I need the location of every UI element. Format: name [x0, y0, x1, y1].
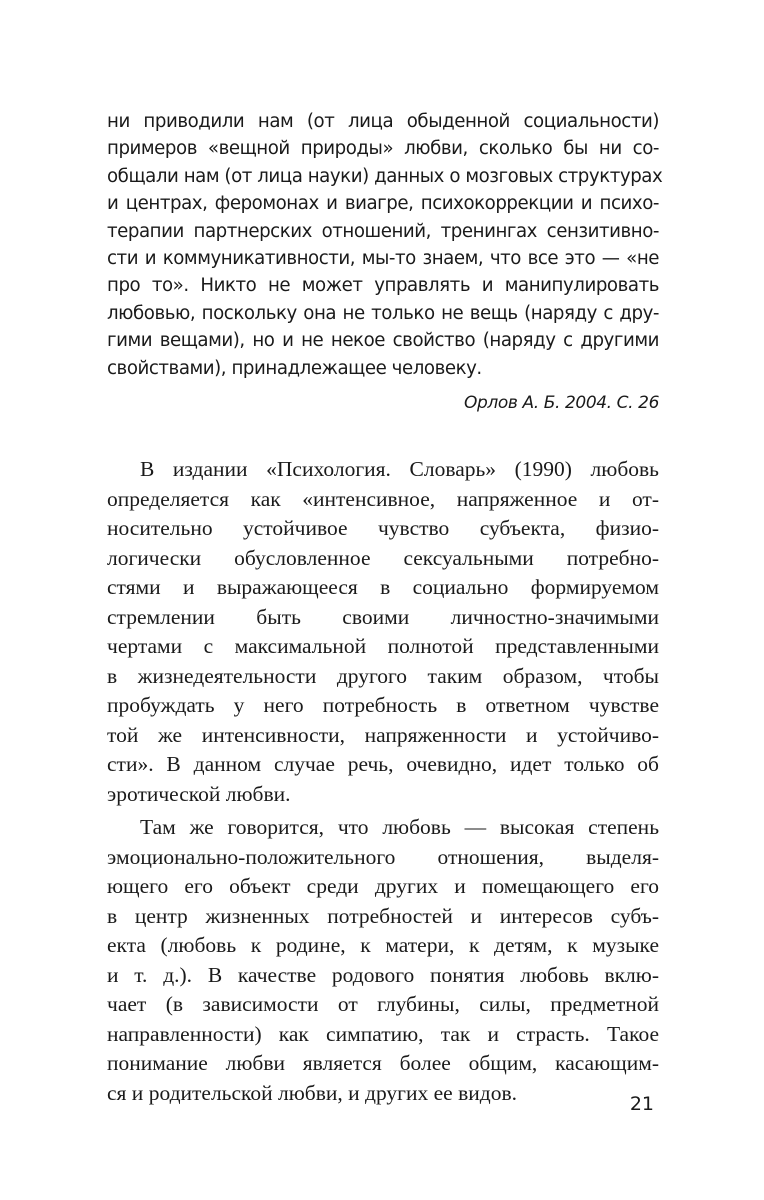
text-line: Там же говорится, что любовь — высокая степень: [140, 815, 659, 839]
text-line: и т. д.). В качестве родового понятия любовь вклю-: [107, 962, 659, 987]
text-line: екта (любовь к родине, к матери, к детям, к музыке: [107, 933, 659, 957]
text-line: чертами с максимальной полнотой представленными: [107, 634, 659, 658]
text-line: той же интенсивности, напряженности и устойчиво-: [107, 722, 659, 747]
text-line: пробуждать у него потребность в ответном чувстве: [107, 693, 659, 717]
quote-line: гими вещами), но и не некое свойство (наряду с другими: [107, 330, 659, 352]
quote-line: ни приводили нам (от лица обыденной социальности): [107, 111, 659, 132]
text-line: эмоционально-положительного отношения, выделя-: [107, 844, 659, 869]
quote-line: любовью, поскольку она не только не вещь (наряду с дру-: [107, 302, 659, 324]
text-line: В издании «Психология. Словарь» (1990) любовь: [140, 457, 659, 481]
text-line: направленности) как симпатию, так и страсть. Такое: [107, 1021, 659, 1046]
page-number: 21: [629, 1093, 654, 1115]
text-line: стями и выражающееся в социально формируемом: [107, 575, 659, 599]
quote-line: общали нам (от лица науки) данных о мозговых структурах: [107, 165, 663, 187]
text-line: в жизнедеятельности другого таким образом, чтобы: [107, 663, 659, 688]
quote-line: про то». Никто не может управлять и манипулировать: [107, 275, 659, 297]
text-line: понимание любви является более общим, касающим-: [107, 1051, 659, 1075]
quote-line: свойствами), принадлежащее человеку.: [107, 357, 482, 379]
text-line: носительно устойчивое чувство субъекта, физио-: [107, 516, 659, 540]
quote-line: и центрах, феромонах и виагре, психокоррекции и психо-: [107, 193, 659, 215]
quote-citation: Орлов А. Б. 2004. С. 26: [464, 393, 659, 413]
text-line: эротической любви.: [107, 781, 291, 806]
epigraph-quote: [107, 108, 663, 382]
text-line: логически обусловленное сексуальными потребно-: [107, 545, 659, 570]
quote-line: терапии партнерских отношений, тренингах сензитивно-: [107, 220, 659, 242]
paragraph-2: [107, 813, 659, 1108]
quote-line: примеров «вещной природы» любви, сколько бы ни со-: [107, 138, 659, 160]
text-line: определяется как «интенсивное, напряженное и от-: [107, 486, 659, 511]
text-line: чает (в зависимости от глубины, силы, предметной: [107, 992, 659, 1016]
text-line: сти». В данном случае речь, очевидно, идет только об: [107, 752, 659, 776]
text-line: ющего его объект среди других и помещающего его: [107, 874, 659, 898]
quote-line: сти и коммуникативности, мы-то знаем, что все это — «не: [107, 248, 659, 270]
text-line: в центр жизненных потребностей и интересов субъ-: [107, 903, 659, 928]
body-text: [107, 455, 659, 1108]
paragraph-1: [107, 455, 659, 809]
text-line: ся и родительской любви, и других ее видов.: [107, 1080, 517, 1105]
text-line: стремлении быть своими личностно-значимыми: [107, 604, 659, 629]
